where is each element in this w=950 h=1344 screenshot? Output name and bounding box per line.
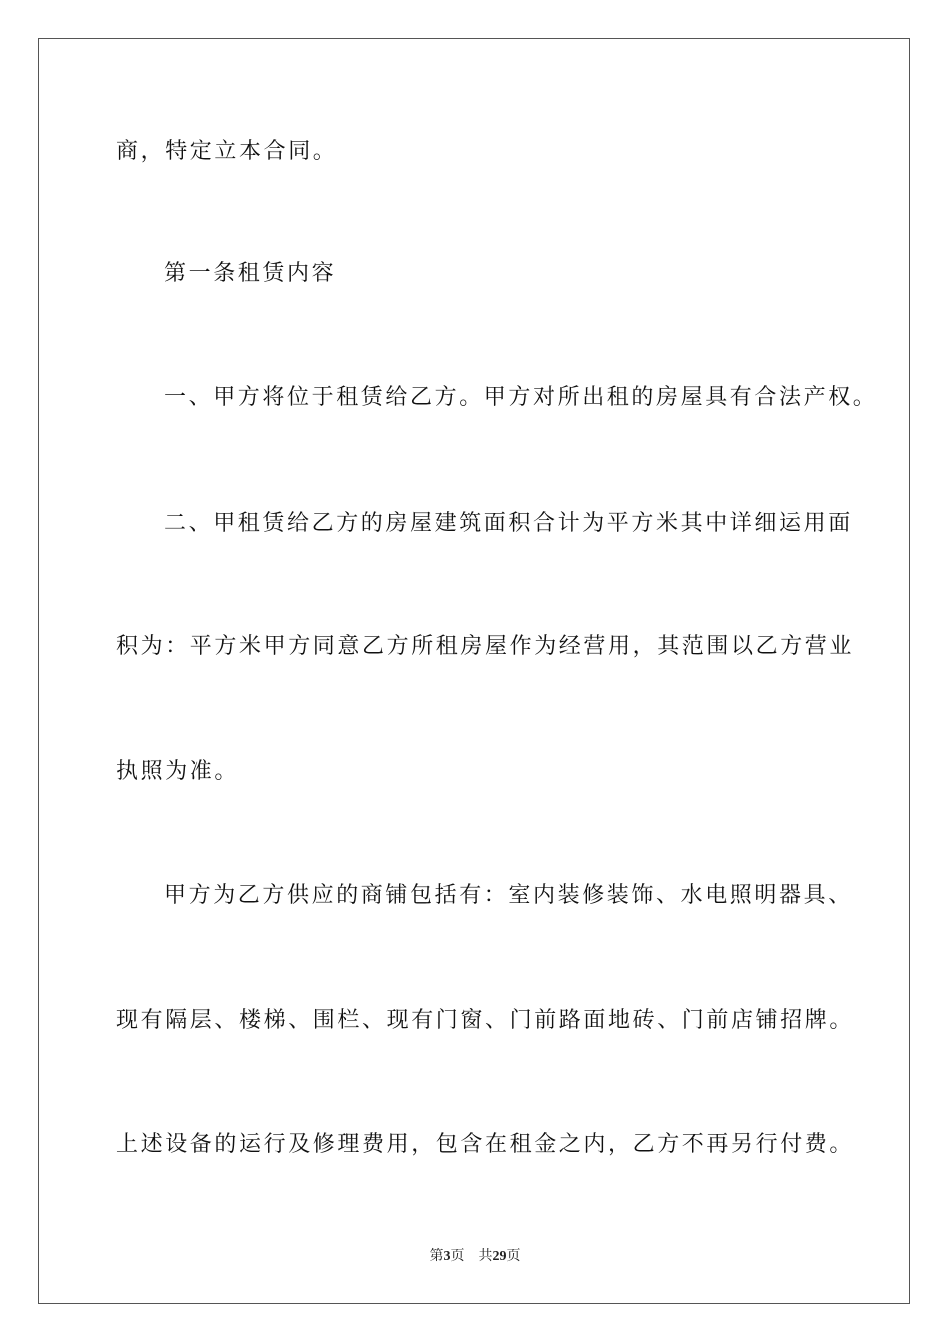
paragraph-line: 二、甲租赁给乙方的房屋建筑面积合计为平方米其中详细运用面	[164, 511, 853, 536]
paragraph-line: 执照为准。	[116, 759, 240, 784]
paragraph-line: 一、甲方将位于租赁给乙方。甲方对所出租的房屋具有合法产权。	[164, 385, 878, 410]
page-border	[38, 38, 910, 1304]
page-number: 3	[443, 1249, 451, 1264]
paragraph-line: 上述设备的运行及修理费用，包含在租金之内，乙方不再另行付费。	[116, 1132, 855, 1157]
total-pages: 29	[492, 1249, 507, 1264]
paragraph-line: 现有隔层、楼梯、围栏、现有门窗、门前路面地砖、门前店铺招牌。	[116, 1008, 855, 1033]
total-suffix: 页	[506, 1248, 521, 1264]
paragraph-line: 积为：平方米甲方同意乙方所租房屋作为经营用，其范围以乙方营业	[116, 634, 855, 659]
page-suffix: 页	[450, 1248, 465, 1264]
paragraph-line: 甲方为乙方供应的商铺包括有：室内装修装饰、水电照明器具、	[164, 883, 853, 908]
total-prefix: 共	[478, 1248, 493, 1264]
paragraph-line: 商，特定立本合同。	[116, 139, 338, 164]
page-footer	[0, 1246, 950, 1267]
section-heading: 第一条租赁内容	[164, 261, 337, 286]
page-prefix: 第	[429, 1248, 444, 1264]
